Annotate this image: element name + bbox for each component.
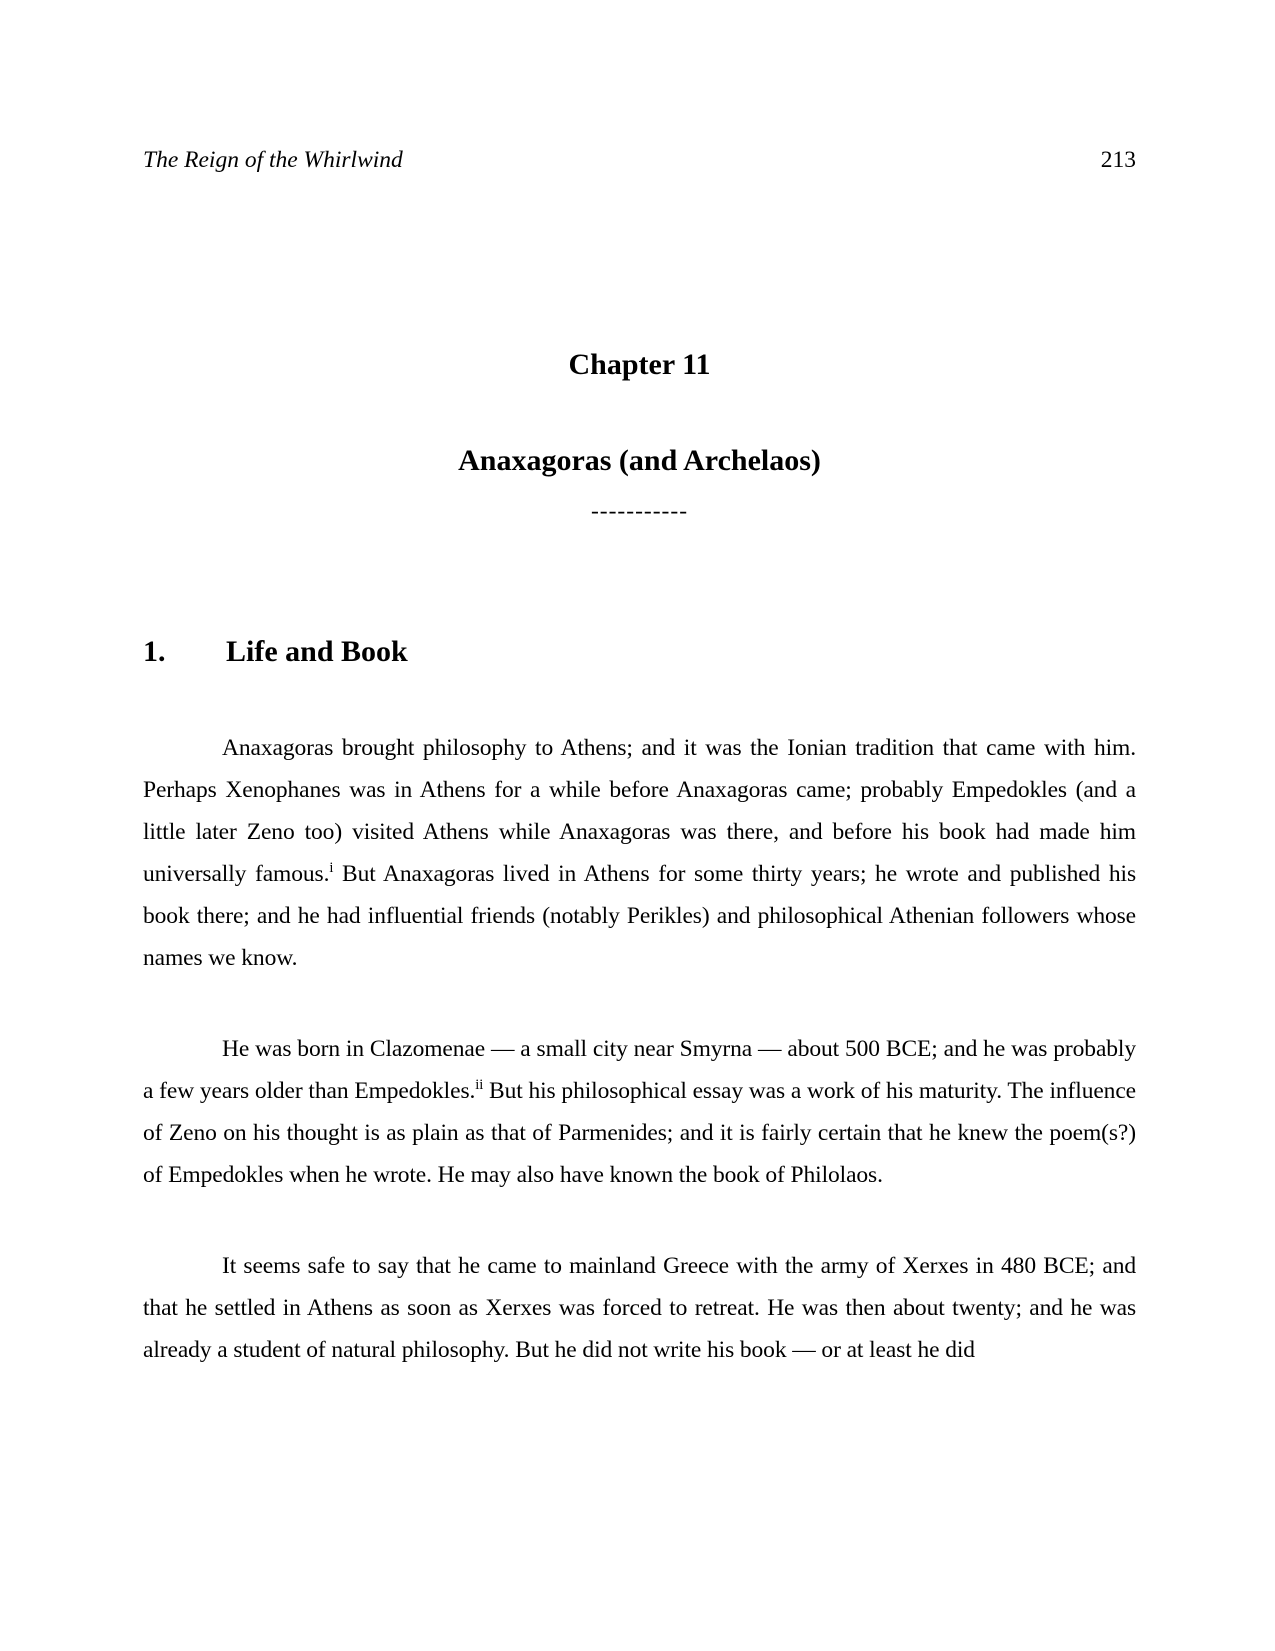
section-heading (143, 636, 1136, 668)
page-number: 213 (1100, 147, 1136, 173)
chapter-subtitle: Anaxagoras (and Archelaos) (458, 444, 821, 477)
dashed-divider: ----------- (590, 498, 689, 524)
chapter-heading: Chapter 11 (568, 348, 711, 381)
section-title: Life and Book (226, 635, 408, 668)
endnote-marker: ii (475, 1077, 484, 1094)
paragraph: It seems safe to say that he came to mainland Greece with the army of Xerxes in 480 BCE; and that he settled in Athens as soon as Xerxes was forced to retreat. He was then about twenty; and he was already a student of natural philosophy. But he did not write his book — or at least he did (143, 1253, 1136, 1363)
paragraph: He was born in Clazomenae — a small city near Smyrna — about 500 BCE; and he was probably a few years older than Empedokles.$^{ii}$ But his philosophical essay was a work of his maturity. The influence of Zeno on his thought is as plain as that of Parmenides; and it is fairly certain that he knew the poem(s?) of Empedokles when he wrote. He may also have known the book of Philolaos. (143, 1036, 1136, 1188)
endnote-marker: i (329, 860, 334, 877)
running-header-book-title: The Reign of the Whirlwind (143, 147, 403, 173)
section-number: 1. (143, 635, 166, 668)
running-header (143, 146, 1136, 174)
paragraph: Anaxagoras brought philosophy to Athens; and it was the Ionian tradition that came with him. Perhaps Xenophanes was in Athens for a while before Anaxagoras came; probably Empedokles (and a little later Zeno too) visited Athens while Anaxagoras was there, and before his book had made him universally famous.$^i$ But Anaxagoras lived in Athens for some thirty years; he wrote and published his book there; and he had influential friends (notably Perikles) and philosophical Athenian followers whose names we know. (143, 735, 1136, 971)
body-paragraphs (143, 727, 1136, 1371)
